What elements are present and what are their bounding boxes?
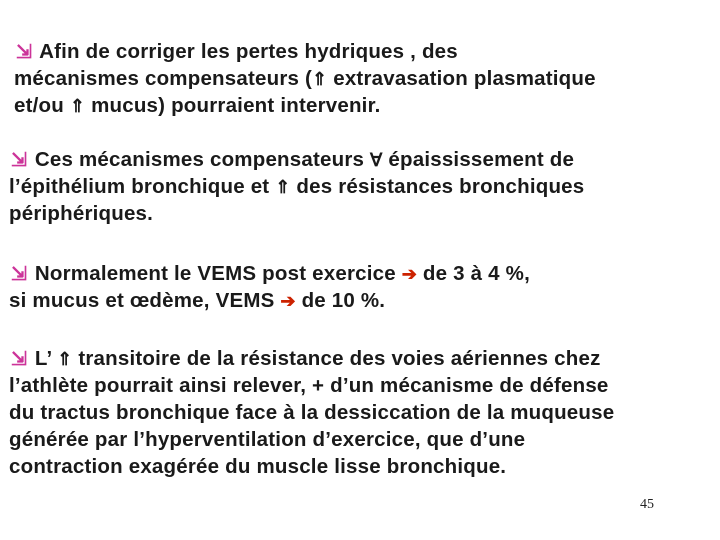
text-segment: mécanismes compensateurs ( — [14, 67, 313, 90]
text-line — [9, 345, 614, 372]
text-segment: l’épithélium bronchique et — [9, 175, 276, 198]
paragraph-1 — [14, 38, 596, 119]
text-line — [9, 146, 584, 173]
page-number: 45 — [640, 497, 654, 512]
text-segment: de 3 à 4 %, — [417, 262, 530, 285]
text-segment: et/ou — [14, 94, 70, 117]
bullet-arrow-icon: ⇲ — [15, 42, 33, 63]
paragraph-2 — [9, 146, 584, 227]
text-segment: Ces mécanismes compensateurs — [29, 148, 370, 171]
text-line — [9, 426, 614, 453]
text-segment: périphériques. — [9, 202, 154, 225]
text-segment: extravasation plasmatique — [327, 67, 596, 90]
increase-icon: ⇑ — [312, 69, 328, 89]
text-segment: L’ — [29, 347, 58, 370]
text-line — [9, 260, 530, 287]
text-segment: des résistances bronchiques — [290, 175, 585, 198]
forall-icon: ∀ — [370, 150, 383, 170]
right-arrow-icon: ➔ — [280, 291, 296, 311]
text-segment: de 10 %. — [295, 289, 386, 312]
text-segment: Afin de corriger les pertes hydriques , des — [34, 40, 458, 63]
bullet-arrow-icon: ⇲ — [10, 349, 28, 370]
text-line — [9, 399, 614, 426]
text-segment: si mucus et œdème, VEMS — [9, 289, 281, 312]
increase-icon: ⇑ — [69, 96, 86, 116]
text-segment: mucus) pourraient intervenir. — [85, 94, 381, 117]
text-line — [14, 38, 596, 65]
text-line — [9, 453, 614, 480]
text-segment: contraction exagérée du muscle lisse bronchique. — [9, 455, 507, 478]
text-line — [9, 287, 530, 314]
text-line — [14, 92, 596, 119]
paragraph-4 — [9, 345, 614, 480]
text-line — [9, 200, 584, 227]
bullet-arrow-icon: ⇲ — [10, 150, 28, 171]
paragraph-3 — [9, 260, 530, 314]
text-segment: générée par l’hyperventilation d’exercice, que d’une — [9, 428, 526, 451]
bullet-arrow-icon: ⇲ — [10, 264, 28, 285]
increase-icon: ⇑ — [57, 349, 73, 369]
text-segment: l’athlète pourrait ainsi relever, + d’un mécanisme de défense — [9, 374, 609, 397]
text-line — [9, 372, 614, 399]
text-segment: épaississement de — [382, 148, 575, 171]
text-segment: transitoire de la résistance des voies aériennes chez — [72, 347, 601, 370]
text-segment: Normalement le VEMS post exercice — [29, 262, 402, 285]
text-line — [9, 173, 584, 200]
increase-icon: ⇑ — [275, 177, 291, 197]
text-segment: du tractus bronchique face à la dessiccation de la muqueuse — [9, 401, 615, 424]
text-line — [14, 65, 596, 92]
right-arrow-icon: ➔ — [401, 264, 418, 284]
